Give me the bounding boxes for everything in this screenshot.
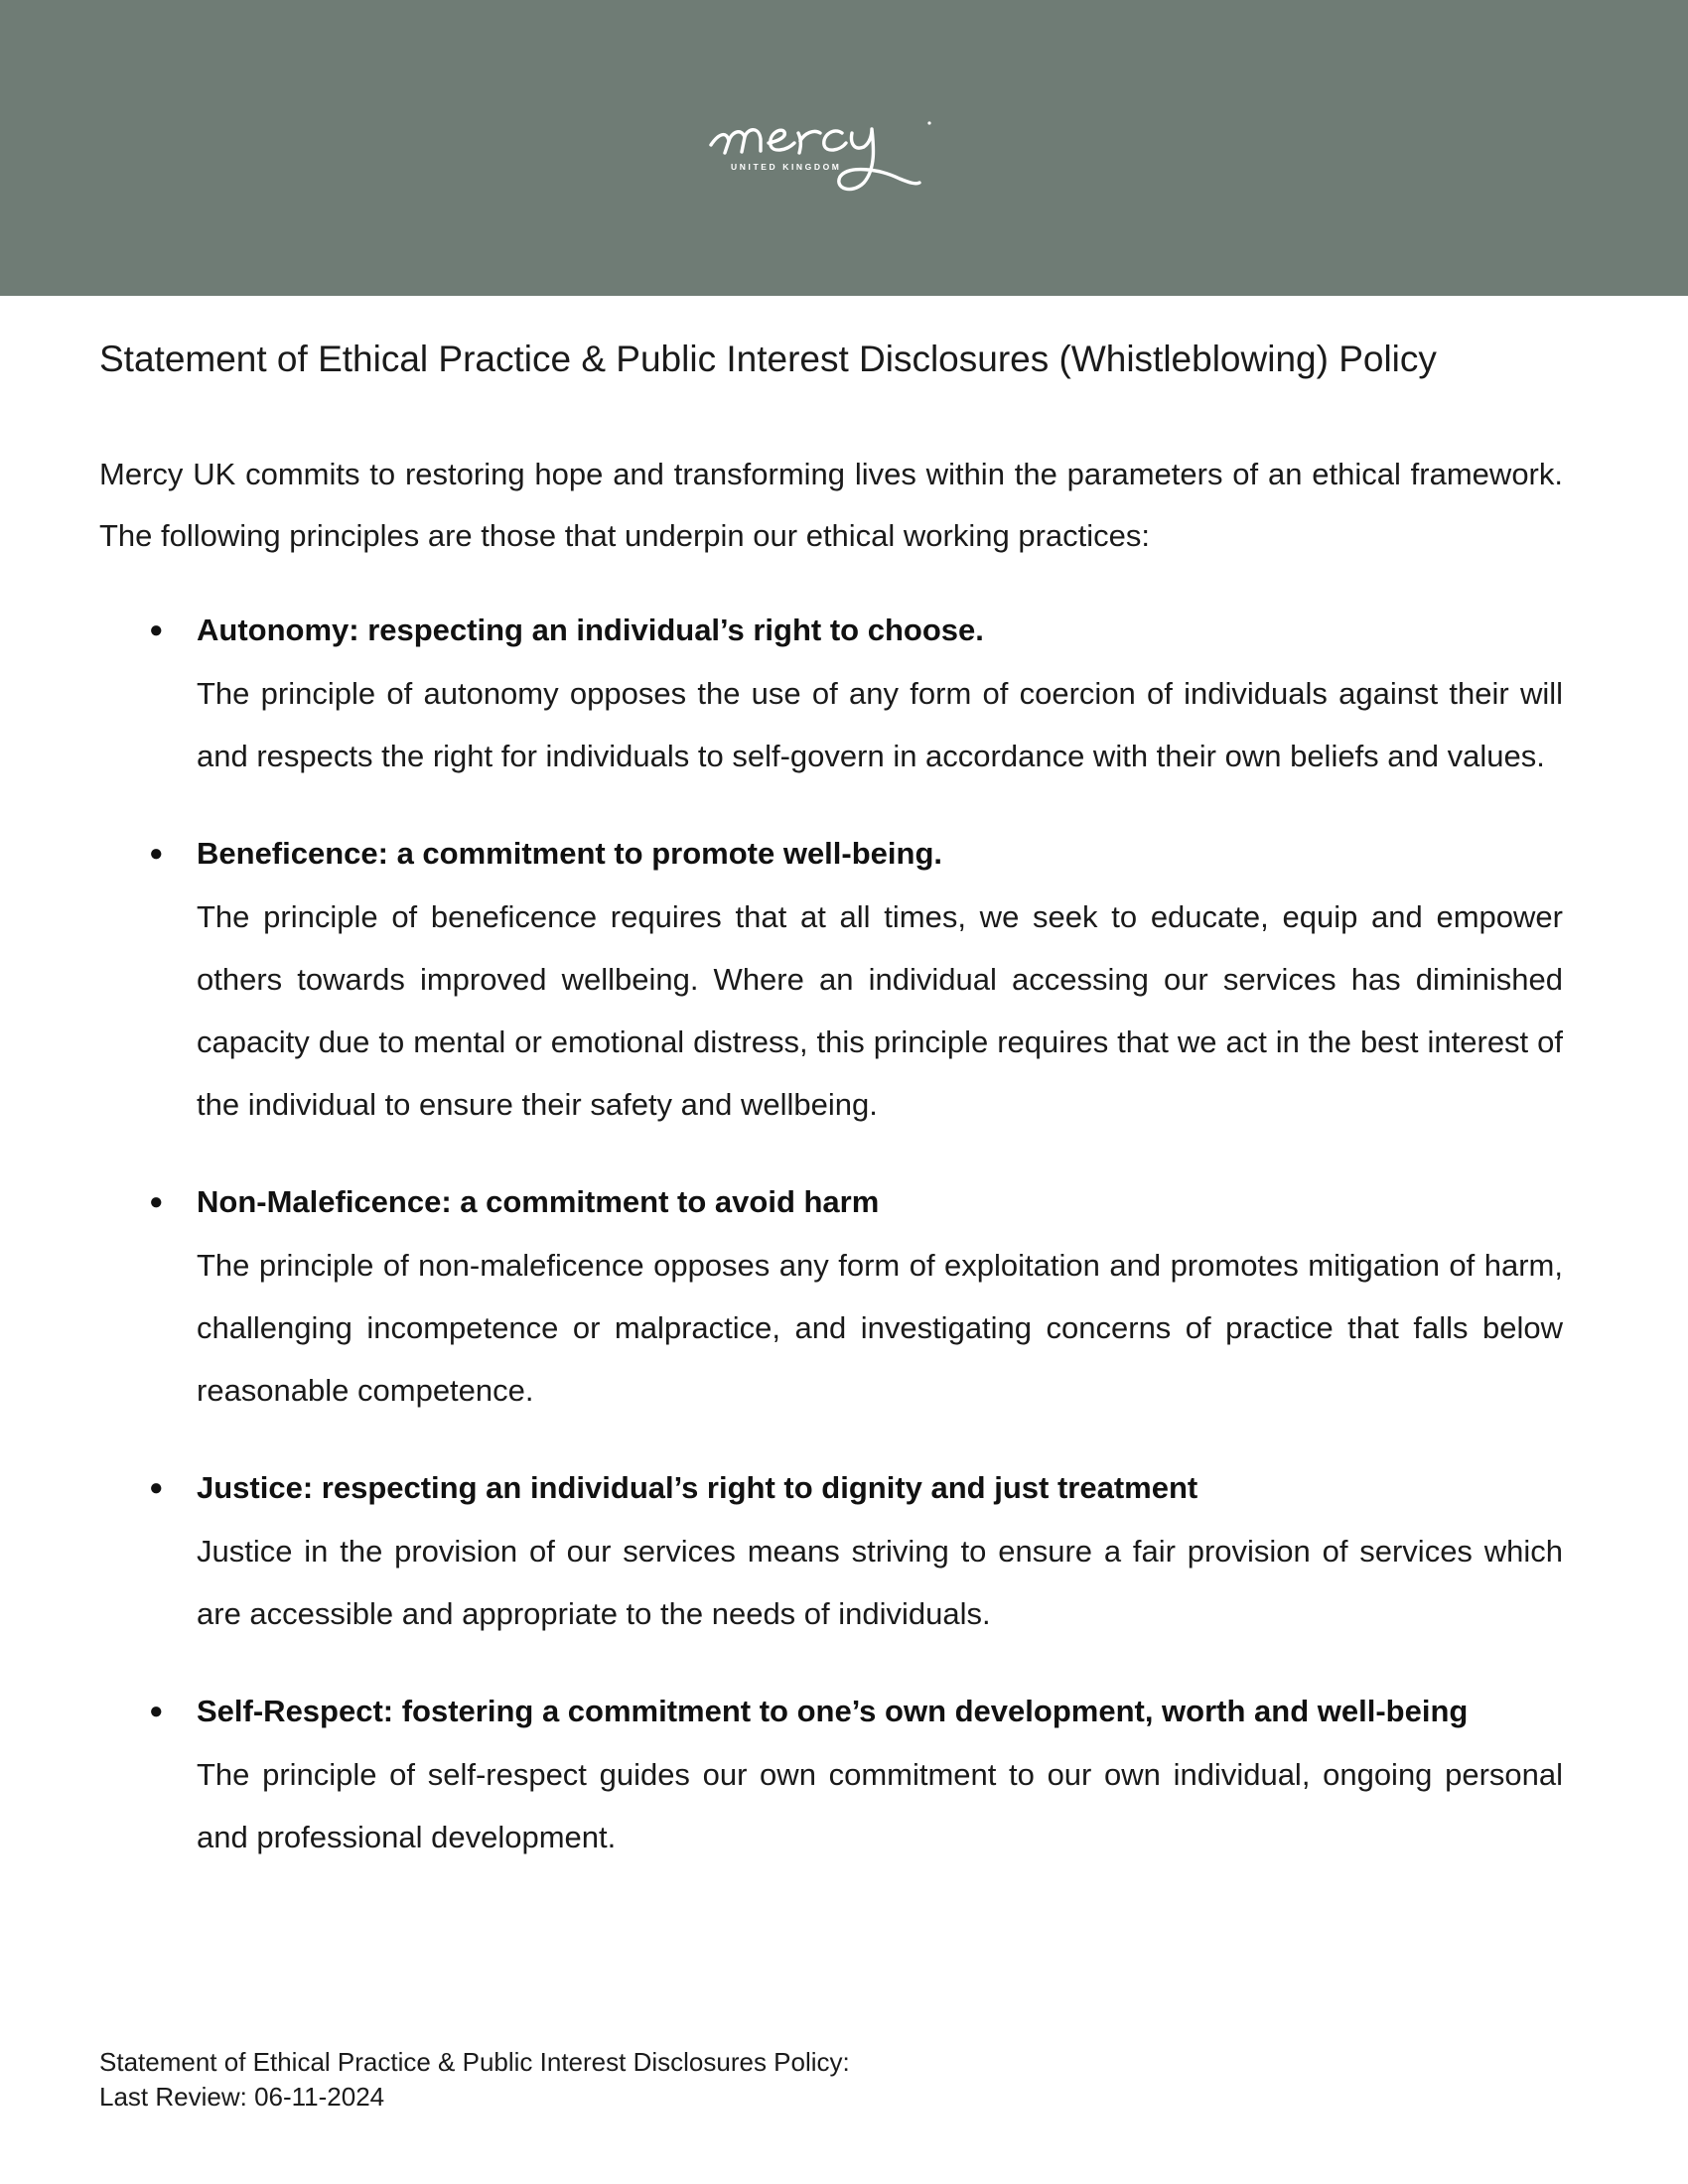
- principle-heading: Justice: respecting an individual’s right to dignity and just treatment: [197, 1470, 1198, 1505]
- document-footer: [99, 2045, 1092, 2115]
- intro-paragraph: Mercy UK commits to restoring hope and transforming lives within the parameters of an ethical framework. The following principles are those that underpin our ethical working practices:: [99, 457, 1563, 553]
- principle-body: Justice in the provision of our services means striving to ensure a fair provision of services which are accessible and appropriate to the needs of individuals.: [197, 1534, 1563, 1631]
- logo-subtitle: UNITED KINGDOM: [731, 162, 842, 172]
- principle-heading: Beneficence: a commitment to promote well-being.: [197, 836, 943, 871]
- bullet-icon: ●: [149, 1188, 164, 1215]
- header-band: [0, 0, 1688, 296]
- principle-body: The principle of self-respect guides our own commitment to our own individual, ongoing personal and professional development.: [197, 1757, 1563, 1854]
- footer-policy-name: Statement of Ethical Practice & Public Interest Disclosures Policy:: [99, 2047, 850, 2077]
- principle-body: The principle of non-maleficence opposes any form of exploitation and promotes mitigation of harm, challenging incompetence or malpractice, and investigating concerns of practice that falls below reasonable competence.: [197, 1248, 1563, 1408]
- bullet-icon: ●: [149, 1698, 164, 1724]
- mercy-logo: [705, 111, 963, 201]
- mercy-logo-script-icon: [705, 111, 963, 201]
- bullet-icon: ●: [149, 616, 164, 643]
- principle-heading: Non-Maleficence: a commitment to avoid harm: [197, 1184, 880, 1219]
- principle-body: The principle of autonomy opposes the use of any form of coercion of individuals against their will and respects the right for individuals to self-govern in accordance with their own beliefs and values.: [197, 676, 1563, 773]
- bullet-icon: ●: [149, 840, 164, 867]
- footer-last-review: Last Review: 06-11-2024: [99, 2082, 385, 2112]
- principle-heading: Autonomy: respecting an individual’s right to choose.: [197, 613, 984, 647]
- principle-body: The principle of beneficence requires that at all times, we seek to educate, equip and empower others towards improved wellbeing. Where an individual accessing our services has diminished capacity due to mental or emotional distress, this principle requires that we act in the best interest of the individual to ensure their safety and wellbeing.: [197, 899, 1563, 1122]
- document-title: Statement of Ethical Practice & Public Interest Disclosures (Whistleblowing) Policy: [99, 339, 1437, 379]
- bullet-icon: ●: [149, 1474, 164, 1501]
- principle-heading: Self-Respect: fostering a commitment to one’s own development, worth and well-being: [197, 1694, 1469, 1728]
